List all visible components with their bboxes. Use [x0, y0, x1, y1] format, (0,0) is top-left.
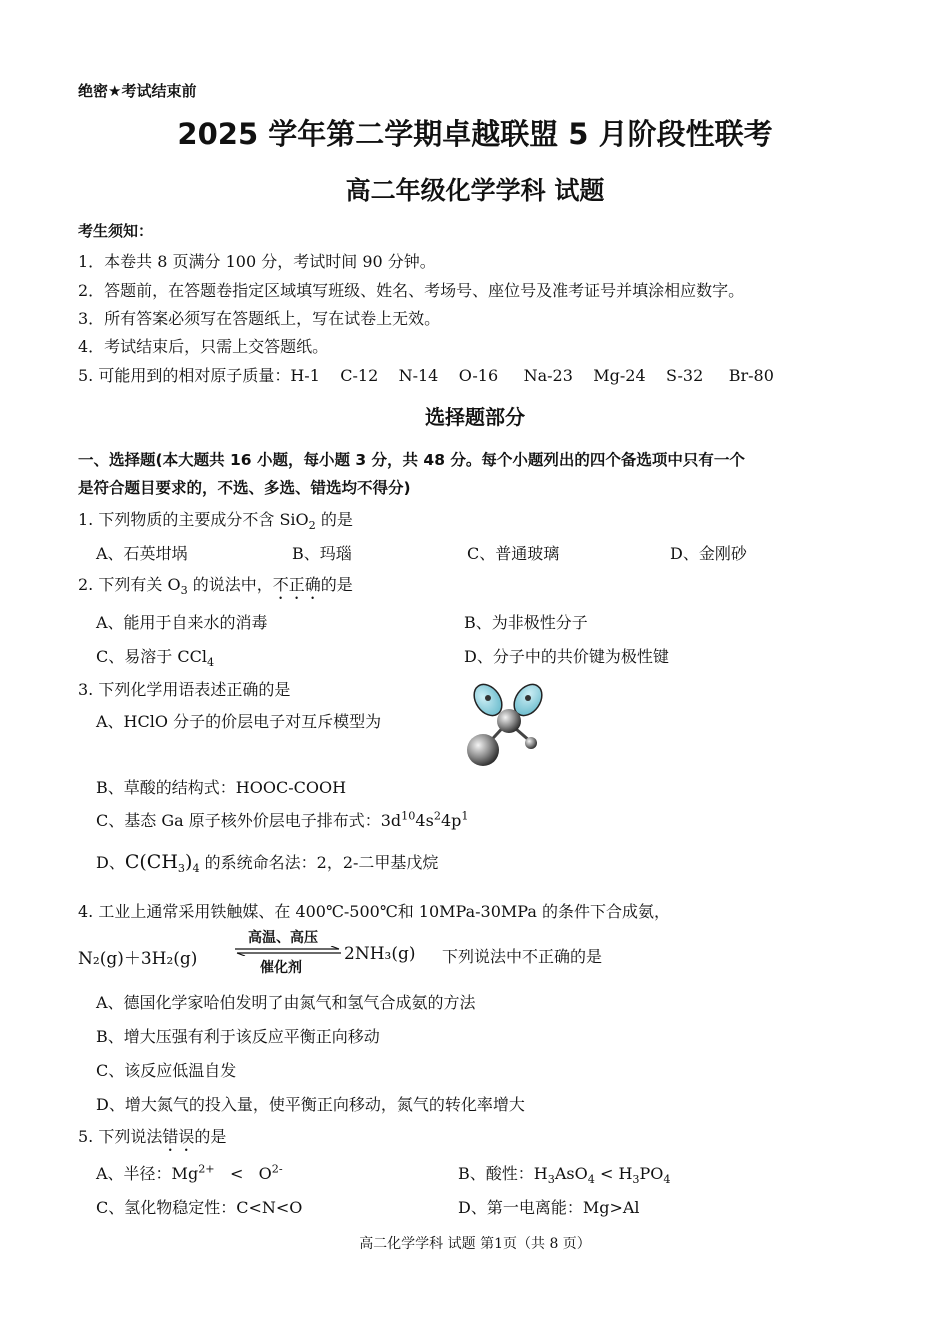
question-1-option-b: B、玛瑙 — [292, 544, 352, 563]
question-2-option-a: A、能用于自来水的消毒 — [96, 613, 268, 632]
question-5-option-c: C、氢化物稳定性：C<N<O — [96, 1198, 303, 1217]
part1-heading-line2: 是符合题目要求的，不选、多选、错选均不得分) — [78, 479, 411, 497]
page-footer: 高二化学学科 试题 第1页（共 8 页） — [359, 1236, 591, 1252]
notice-item-3: 3．所有答案必须写在答题纸上，写在试卷上无效。 — [78, 309, 441, 328]
equilibrium-arrow-icon — [233, 946, 343, 956]
confidential-label: 绝密★考试结束前 — [78, 82, 197, 100]
question-1-stem: 1. 下列物质的主要成分不含 SiO$_2$ 的是 — [78, 510, 353, 533]
notice-item-4: 4．考试结束后，只需上交答题纸。 — [78, 337, 329, 356]
question-3-option-a: A、HClO 分子的价层电子对互斥模型为 — [96, 712, 382, 731]
question-1-option-a: A、石英坩埚 — [96, 544, 188, 563]
notice-item-5: 5. 可能用到的相对原子质量：H-1 C-12 N-14 O-16 Na-23 Mg-24 S-32 Br-80 — [78, 366, 774, 385]
vsepr-model-image — [458, 680, 553, 772]
question-4-option-a: A、德国化学家哈伯发明了由氮气和氢气合成氨的方法 — [96, 993, 476, 1012]
question-4-stem-tail: 下列说法中不正确的是 — [442, 947, 603, 966]
question-2-option-b: B、为非极性分子 — [464, 613, 588, 632]
equation-reactants: N₂(g)＋3H₂(g) — [78, 949, 198, 969]
question-2-stem: 2. 下列有关 $O_3$ 的说法中，不正确的是 — [78, 575, 353, 598]
question-1-option-c: C、普通玻璃 — [467, 544, 560, 563]
notice-item-2: 2．答题前，在答题卷指定区域填写班级、姓名、考场号、座位号及准考证号并填涂相应数字。 — [78, 281, 745, 300]
question-5-stem: 5. 下列说法错误的是 — [78, 1127, 227, 1146]
question-5-option-b: B、酸性：$H_3AsO_4 < H_3PO_4$ — [458, 1164, 671, 1187]
question-1-option-d: D、金刚砂 — [670, 544, 747, 563]
equation-condition-top: 高温、高压 — [248, 930, 318, 946]
question-3-option-b: B、草酸的结构式：HOOC-COOH — [96, 778, 347, 797]
section-title: 选择题部分 — [425, 405, 525, 429]
question-3-option-d: D、$C(CH_3)_4$ 的系统命名法：2，2-二甲基戊烷 — [96, 851, 439, 876]
question-2-option-c: C、易溶于 CCl$_4$ — [96, 647, 215, 670]
question-4-option-d: D、增大氮气的投入量，使平衡正向移动，氮气的转化率增大 — [96, 1095, 525, 1114]
notice-item-1: 1．本卷共 8 页满分 100 分，考试时间 90 分钟。 — [78, 252, 436, 271]
equation-condition-bottom: 催化剂 — [260, 960, 302, 976]
question-4-option-b: B、增大压强有利于该反应平衡正向移动 — [96, 1027, 380, 1046]
exam-subtitle: 高二年级化学学科 试题 — [345, 176, 605, 205]
question-3-option-c: C、基态 Ga 原子核外价层电子排布式：$3d^{10}4s^24p^1$ — [96, 809, 469, 830]
question-3-stem: 3. 下列化学用语表述正确的是 — [78, 680, 291, 699]
question-4-option-c: C、该反应低温自发 — [96, 1061, 237, 1080]
question-5-option-d: D、第一电离能：Mg>Al — [458, 1198, 640, 1217]
question-5-option-a: A、半径：$Mg^{2+} < O^{2-}$ — [96, 1162, 283, 1183]
notice-heading: 考生须知： — [78, 222, 154, 240]
question-2-option-d: D、分子中的共价键为极性键 — [464, 647, 669, 666]
part1-heading-line1: 一、选择题(本大题共 16 小题，每小题 3 分，共 48 分。每个小题列出的四个备选项中只有一个 — [78, 451, 745, 469]
reaction-equation — [78, 927, 638, 976]
equation-products: 2NH₃(g) — [344, 944, 416, 964]
emphasis-not-correct: 不正确 — [272, 575, 321, 594]
exam-title: 2025 学年第二学期卓越联盟 5 月阶段性联考 — [177, 117, 773, 151]
emphasis-error: 错误 — [162, 1127, 195, 1146]
question-4-stem: 4. 工业上通常采用铁触媒、在 400℃-500℃和 10MPa-30MPa 的条件下合成氨， — [78, 902, 670, 921]
